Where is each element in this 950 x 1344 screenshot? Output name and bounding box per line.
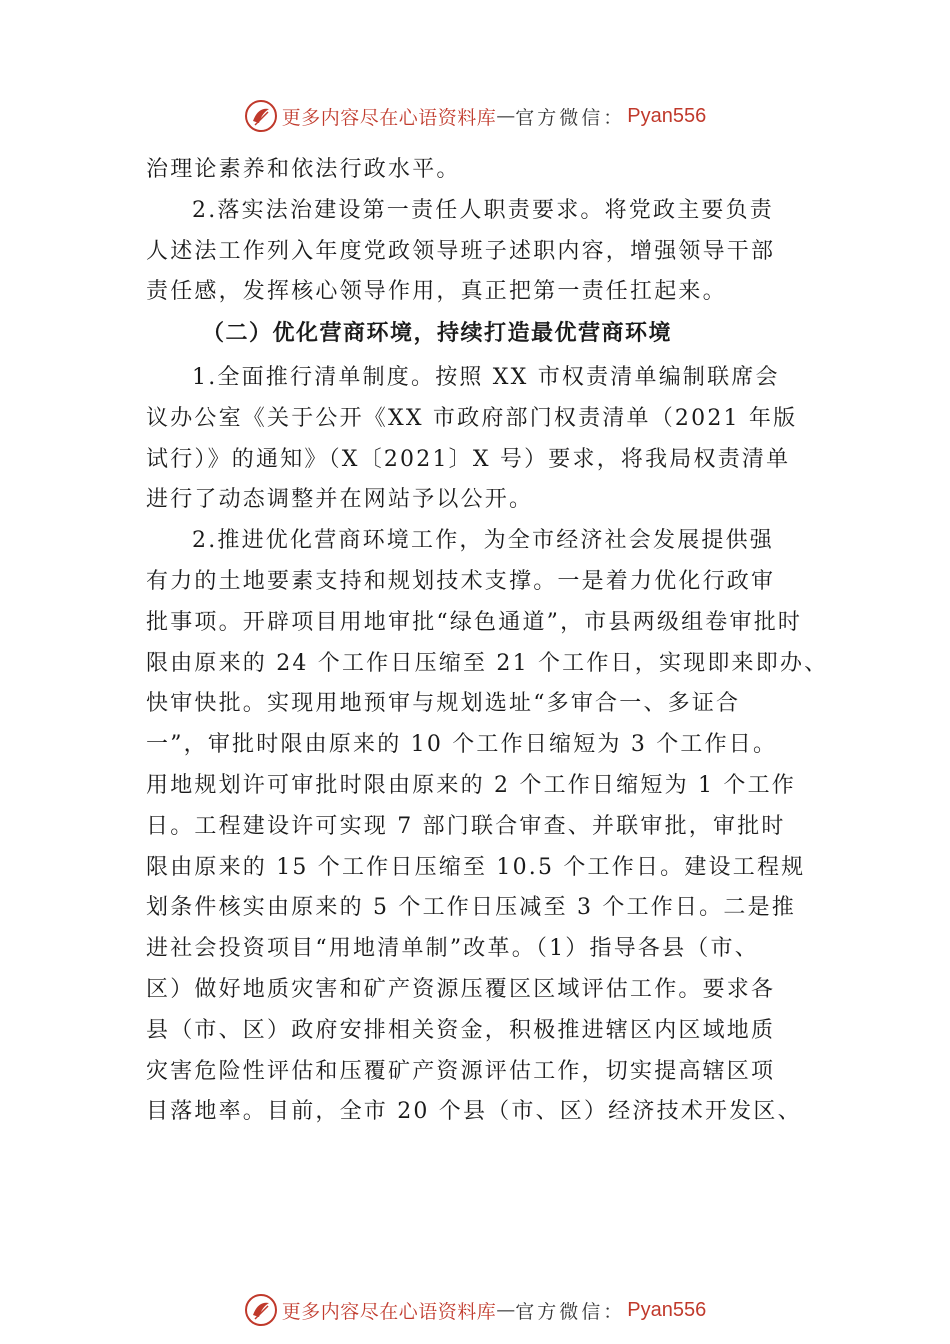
text-line: 进行了动态调整并在网站予以公开。 — [146, 487, 534, 513]
text-line: 划条件核实由原来的 5 个工作日压减至 3 个工作日。二是推 — [146, 895, 796, 921]
banner-label: 官方微信： — [515, 106, 626, 129]
banner-wechat-id: Pyan556 — [627, 104, 707, 127]
text-line: 责任感，发挥核心领导作用，真正把第一责任扛起来。 — [146, 279, 727, 305]
paragraph-start: 2.落实法治建设第一责任人职责要求。将党政主要负责 — [192, 197, 774, 223]
section-heading: （二）优化营商环境，持续打造最优营商环境 — [202, 320, 673, 347]
text-line: 进社会投资项目“用地清单制”改革。（1）指导各县（市、 — [146, 936, 759, 962]
text-line: 县（市、区）政府安排相关资金，积极推进辖区内区域地质 — [146, 1017, 776, 1043]
paragraph-start: 1.全面推行清单制度。按照 XX 市权责清单编制联席会 — [192, 364, 780, 390]
text-line: 批事项。开辟项目用地审批“绿色通道”，市县两级组卷审批时 — [146, 609, 803, 635]
text-line: 灾害危险性评估和压覆矿产资源评估工作，切实提高辖区项 — [146, 1058, 776, 1084]
text-line: 一”，审批时限由原来的 10 个工作日缩短为 3 个工作日。 — [146, 732, 778, 758]
seal-logo-icon — [244, 1293, 278, 1327]
text-line: 治理论素养和依法行政水平。 — [146, 157, 461, 182]
seal-logo-icon — [244, 99, 278, 133]
text-line: 快审快批。实现用地预审与规划选址“多审合一、多证合 — [146, 691, 741, 717]
text-line: 日。工程建设许可实现 7 部门联合审查、并联审批，审批时 — [146, 813, 786, 839]
document-body — [146, 150, 829, 1133]
banner-site-name: 更多内容尽在心语资料库 — [281, 1300, 497, 1323]
text-line: 目落地率。目前，全市 20 个县（市、区）经济技术开发区、 — [146, 1099, 802, 1125]
paragraph-start: 2.推进优化营商环境工作，为全市经济社会发展提供强 — [192, 528, 774, 554]
footer-banner — [0, 1290, 950, 1330]
banner-label: 官方微信： — [515, 1300, 626, 1323]
text-line: 限由原来的 24 个工作日压缩至 21 个工作日，实现即来即办、 — [146, 650, 829, 676]
text-line: 限由原来的 15 个工作日压缩至 10.5 个工作日。建设工程规 — [146, 854, 806, 880]
text-line: 有力的土地要素支持和规划技术支撑。一是着力优化行政审 — [146, 568, 776, 594]
header-banner — [0, 96, 950, 136]
text-line: 议办公室《关于公开《XX 市政府部门权责清单（2021 年版 — [146, 405, 798, 431]
banner-wechat-id: Pyan556 — [627, 1298, 707, 1321]
text-line: 人述法工作列入年度党政领导班子述职内容，增强领导干部 — [146, 238, 776, 264]
text-line: 区）做好地质灾害和矿产资源压覆区区域评估工作。要求各 — [146, 976, 776, 1002]
text-line: 用地规划许可审批时限由原来的 2 个工作日缩短为 1 个工作 — [146, 772, 796, 798]
banner-site-name: 更多内容尽在心语资料库 — [281, 106, 497, 129]
banner-separator: — — [496, 105, 516, 127]
text-line: 试行）》的通知》（X〔2021〕X 号）要求，将我局权责清单 — [146, 446, 791, 472]
banner-separator: — — [496, 1299, 516, 1321]
